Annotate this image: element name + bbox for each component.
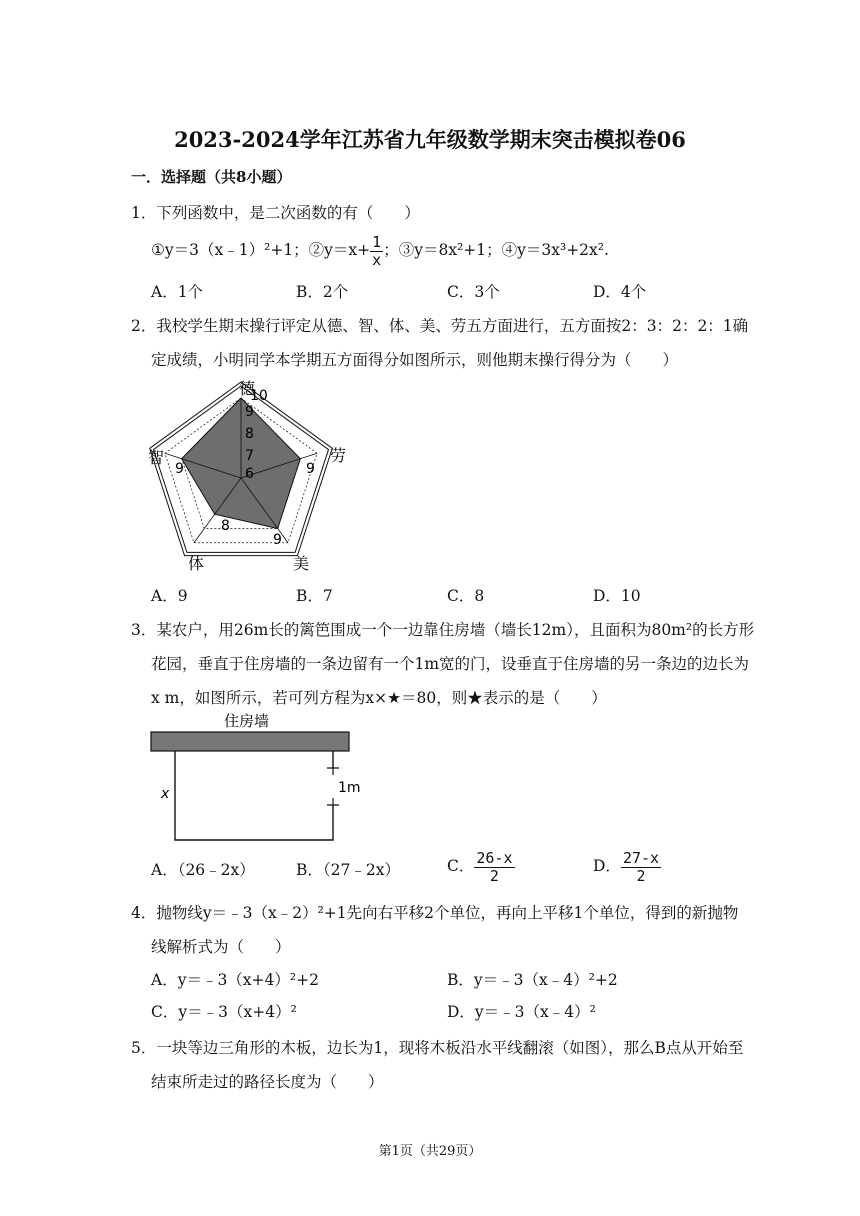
q3-option-d-num: 27-x xyxy=(622,849,660,867)
q3-option-c-num: 26-x xyxy=(476,849,513,867)
q4-line2: 线解析式为（ ） xyxy=(151,938,291,956)
radar-chart xyxy=(140,372,360,577)
q3-option-a[interactable]: A．（26﹣2x） xyxy=(151,861,255,879)
q1-functions-part2: ；③y＝8x²+1；④y＝3x³+2x². xyxy=(383,241,609,259)
q3-line1: 3．某农户，用26m长的篱笆围成一个一边靠住房墙（墙长12m），且面积为80m²的长方形 xyxy=(131,621,755,639)
scale-9: 9 xyxy=(245,404,254,420)
wall-label: 住房墙 xyxy=(224,712,270,730)
section-heading: 一．选择题（共8小题） xyxy=(131,168,292,186)
q1-frac-num: 1 xyxy=(372,233,382,251)
label-zhi: 智 xyxy=(148,448,165,467)
garden-figure xyxy=(148,710,361,845)
q4-line1: 4．抛物线y＝﹣3（x﹣2）²+1先向右平移2个单位，再向上平移1个单位，得到的新抛物 xyxy=(131,904,739,922)
q1-functions xyxy=(151,234,609,268)
q1-stem: 1．下列函数中，是二次函数的有（ ） xyxy=(131,204,420,222)
label-lao: 劳 xyxy=(330,446,347,465)
q4-option-b[interactable]: B．y＝﹣3（x﹣4）²+2 xyxy=(447,971,618,989)
label-mei: 美 xyxy=(293,554,310,573)
house-wall xyxy=(151,732,349,751)
q3-option-c[interactable] xyxy=(447,850,515,884)
q1-option-b[interactable]: B．2个 xyxy=(296,283,349,301)
scale-6: 6 xyxy=(245,466,254,482)
q2-line2: 定成绩，小明同学本学期五方面得分如图所示，则他期末操行得分为（ ） xyxy=(151,351,679,369)
q1-fraction xyxy=(370,234,383,268)
q2-line1: 2．我校学生期末操行评定从德、智、体、美、劳五方面进行，五方面按2：3：2：2：1确 xyxy=(131,317,749,335)
q1-frac-den: x xyxy=(372,250,382,269)
q4-option-c[interactable]: C．y＝﹣3（x+4）² xyxy=(151,1003,297,1021)
scale-8: 8 xyxy=(245,426,254,442)
q1-option-a[interactable]: A．1个 xyxy=(151,283,204,301)
fence xyxy=(175,751,333,840)
q3-option-c-fraction xyxy=(474,850,514,884)
scale-7: 7 xyxy=(245,448,254,464)
q1-option-d[interactable]: D．4个 xyxy=(593,283,647,301)
door-label: 1m xyxy=(338,780,361,796)
score-lao: 9 xyxy=(306,461,315,477)
q4-option-d[interactable]: D．y＝﹣3（x﹣4）² xyxy=(447,1003,596,1021)
q2-option-a[interactable]: A．9 xyxy=(151,587,188,605)
q3-option-b[interactable]: B．（27﹣2x） xyxy=(296,861,400,879)
label-de: 德 xyxy=(239,379,256,398)
q3-line2: 花园，垂直于住房墙的一条边留有一个1m宽的门，设垂直于住房墙的另一条边的边长为 xyxy=(151,655,750,673)
q3-option-d-fraction xyxy=(621,850,661,884)
page-title: 2023-2024学年江苏省九年级数学期末突击模拟卷06 xyxy=(174,127,686,152)
q3-option-d-prefix: D． xyxy=(593,857,621,875)
q5-line1: 5．一块等边三角形的木板，边长为1，现将木板沿水平线翻滚（如图），那么B点从开始至 xyxy=(131,1039,744,1057)
q5-line2: 结束所走过的路径长度为（ ） xyxy=(151,1073,384,1091)
label-ti: 体 xyxy=(188,554,205,573)
x-label: x xyxy=(161,786,170,802)
score-zhi: 9 xyxy=(175,461,184,477)
q2-option-c[interactable]: C．8 xyxy=(447,587,485,605)
q3-option-c-den: 2 xyxy=(489,866,499,885)
q3-line3: x m，如图所示，若可列方程为x×★＝80，则★表示的是（ ） xyxy=(151,689,607,707)
q1-functions-part1: ①y＝3（x﹣1）²+1；②y＝x+ xyxy=(151,241,371,259)
score-ti: 8 xyxy=(221,518,230,534)
q3-option-c-prefix: C． xyxy=(447,857,475,875)
q4-option-a[interactable]: A．y＝﹣3（x+4）²+2 xyxy=(151,971,319,989)
q3-option-d[interactable] xyxy=(593,850,661,884)
scale-10: 10 xyxy=(250,388,268,404)
score-mei: 9 xyxy=(273,532,282,548)
q2-option-b[interactable]: B．7 xyxy=(296,587,333,605)
q1-option-c[interactable]: C．3个 xyxy=(447,283,500,301)
page-footer: 第1页（共29页） xyxy=(378,1144,482,1159)
q3-option-d-den: 2 xyxy=(636,866,646,885)
q2-option-d[interactable]: D．10 xyxy=(593,587,641,605)
